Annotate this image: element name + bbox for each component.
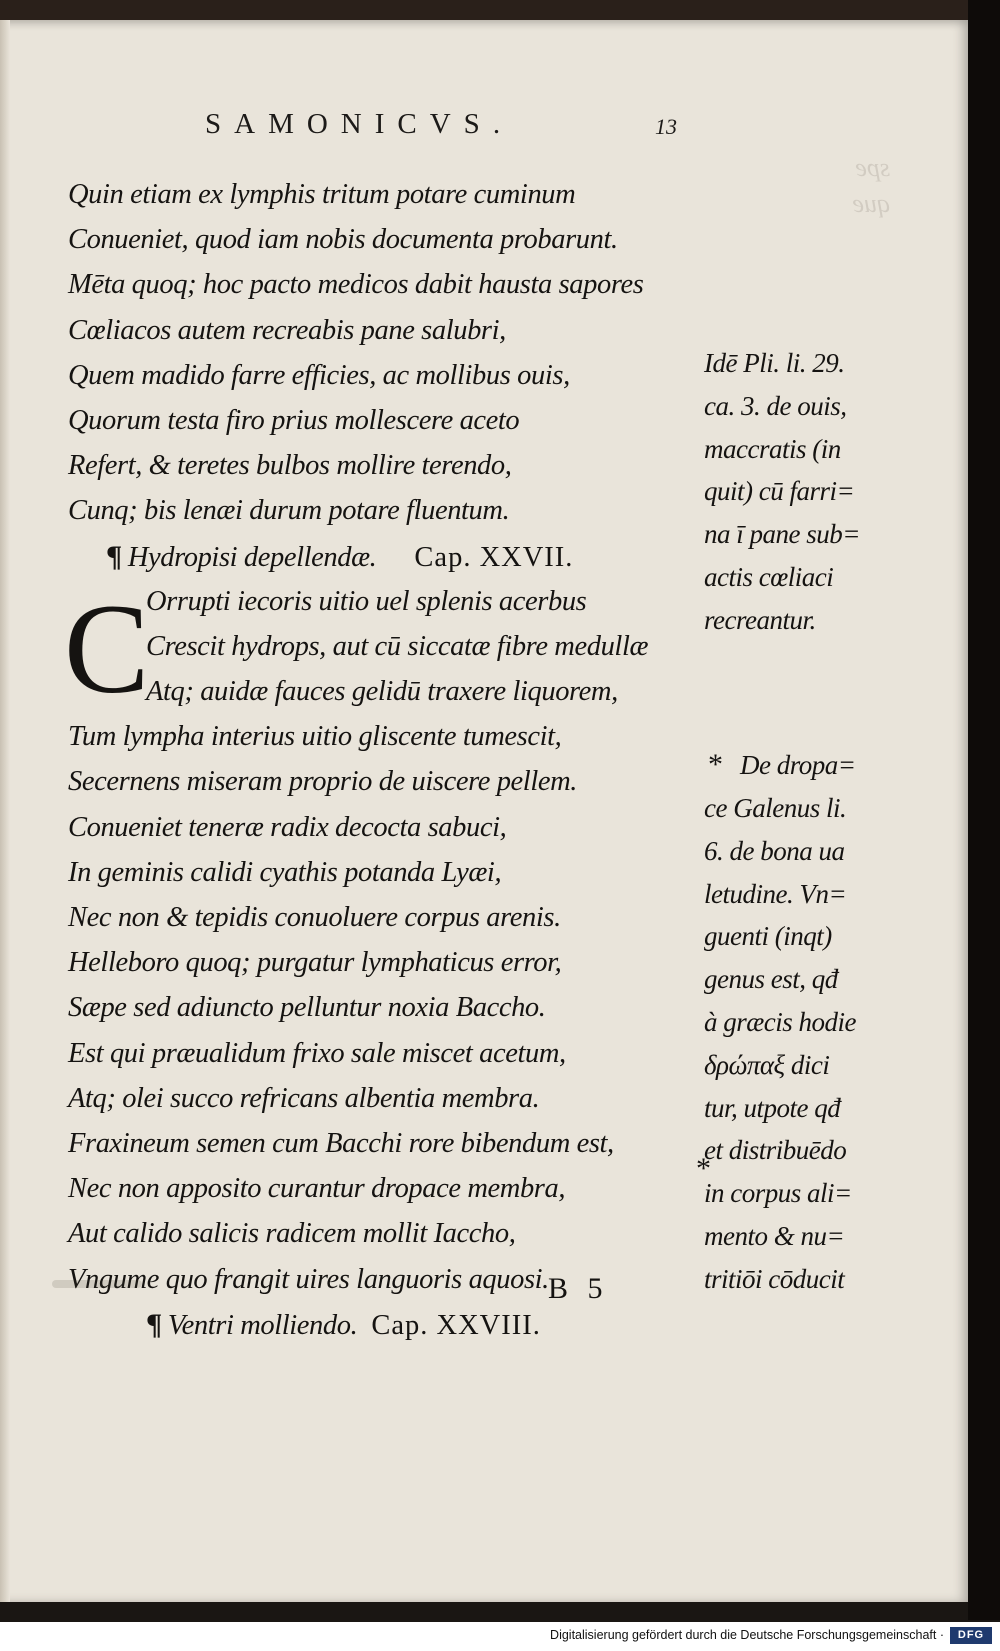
marginal-line: tur, utpote qđ xyxy=(704,1092,841,1123)
running-title: SAMONICVS. xyxy=(205,108,514,140)
verse-line: Secernens miseram proprio de uiscere pellem. xyxy=(68,766,577,798)
marginal-line: ca. 3. de ouis, xyxy=(704,390,847,421)
marginal-line: maccratis (in xyxy=(704,433,841,464)
verse-line: Quorum testa firo prius mollescere aceto xyxy=(68,404,520,436)
marginal-line: letudine. Vn= xyxy=(704,878,847,909)
chapter-title: Hydropisi depellendæ. xyxy=(127,541,377,573)
chapter-number: Cap. XXVII. xyxy=(414,541,574,573)
chapter-heading xyxy=(68,534,748,579)
verse-line: Sæpe sed adiuncto pelluntur noxia Baccho. xyxy=(68,992,546,1024)
verse-line: Conueniet, quod iam nobis documenta probarunt. xyxy=(68,224,618,256)
running-header xyxy=(0,108,968,148)
verse-line: Nec non & tepidis conuoluere corpus arenis. xyxy=(68,902,561,933)
drop-cap: C xyxy=(64,577,150,720)
verse-line: Cœliacos autem recreabis pane salubri, xyxy=(68,314,506,346)
page-number: 13 xyxy=(655,114,677,139)
signature-mark: B 5 xyxy=(548,1272,609,1305)
verse-line: Refert, & teretes bulbos mollire terendo, xyxy=(68,450,512,482)
marginal-line: recreantur. xyxy=(704,604,816,635)
chapter-title: Ventri molliendo. xyxy=(167,1309,358,1341)
footer-bar xyxy=(0,1622,1000,1651)
asterisk-icon: * xyxy=(696,1152,711,1185)
verse-line: Fraxineum semen cum Bacchi rore bibendum est, xyxy=(68,1127,614,1159)
marginal-note xyxy=(704,787,904,1301)
dfg-logo[interactable]: DFG xyxy=(950,1627,992,1644)
verse-line: Quin etiam ex lymphis tritum potare cuminum xyxy=(68,179,576,210)
verse-line: Tum lympha interius uitio gliscente tumescit, xyxy=(68,721,562,753)
top-edge xyxy=(0,0,1000,22)
funding-credit: Digitalisierung gefördert durch die Deutsche Forschungsgemeinschaft · xyxy=(550,1628,944,1642)
marginal-line: guenti (inqt) xyxy=(704,921,832,952)
marginal-line: 6. de bona ua xyxy=(704,835,845,866)
verse-line: Helleboro quoq; purgatur lymphaticus error, xyxy=(68,947,562,979)
marginal-line: na ī pane sub= xyxy=(704,519,860,550)
pilcrow-icon: ¶ xyxy=(146,1307,162,1341)
chapter-number: Cap. XXVIII. xyxy=(371,1309,541,1341)
marginal-line: genus est, qđ xyxy=(704,964,838,995)
marginal-line: et distribuēdo xyxy=(704,1135,847,1166)
verse-line: Orrupti iecoris uitio uel splenis acerbus xyxy=(146,585,587,617)
marginal-note xyxy=(740,744,940,787)
verse-line: Vngume quo frangit uires languoris aquosi. xyxy=(68,1263,549,1295)
verse-line: Atq; auidæ fauces gelidū traxere liquorem, xyxy=(146,676,618,708)
page-gutter xyxy=(0,20,10,1602)
marginal-line: ce Galenus li. xyxy=(704,793,847,823)
verse-line: Conueniet teneræ radix decocta sabuci, xyxy=(68,811,507,843)
marginal-line: δρώπαξ dici xyxy=(704,1049,830,1080)
verse-line: Nec non apposito curantur dropace membra, xyxy=(68,1173,566,1205)
verse-line: Est qui præualidum frixo sale miscet acetum, xyxy=(68,1037,566,1069)
marginal-line: actis cœliaci xyxy=(704,561,834,592)
page-right-edge xyxy=(968,0,1000,1620)
marginal-line: tritiōi cōducit xyxy=(704,1263,845,1294)
marginal-line: Idē Pli. li. 29. xyxy=(704,348,845,378)
marginal-line: De dropa= xyxy=(740,750,856,780)
marginal-line: quit) cū farri= xyxy=(704,476,855,507)
pilcrow-icon: ¶ xyxy=(106,539,122,573)
show-through-ghost: spe que xyxy=(852,153,890,218)
asterisk-icon: * xyxy=(708,748,723,781)
marginal-line: in corpus ali= xyxy=(704,1178,852,1209)
verse-line: Crescit hydrops, aut cū siccatæ fibre medullæ xyxy=(146,630,649,662)
verse-line: Mēta quoq; hoc pacto medicos dabit hausta sapores xyxy=(68,269,644,301)
verse-line: Atq; olei succo refricans albentia membra. xyxy=(68,1082,540,1114)
ink-smudge xyxy=(52,1280,142,1288)
verse-line: In geminis calidi cyathis potanda Lyæi, xyxy=(68,856,502,888)
verse-line: Quem madido farre efficies, ac mollibus ouis, xyxy=(68,359,570,391)
chapter-heading xyxy=(68,1302,748,1347)
main-text-column xyxy=(64,172,748,1347)
marginal-note xyxy=(704,342,904,642)
marginal-line: mento & nu= xyxy=(704,1220,845,1251)
drop-cap-paragraph xyxy=(64,577,748,720)
marginal-line: à græcis hodie xyxy=(704,1006,856,1037)
verse-line: Aut calido salicis radicem mollit Iaccho, xyxy=(68,1218,516,1250)
verse-line: Cunq; bis lenæi durum potare fluentum. xyxy=(68,495,510,527)
